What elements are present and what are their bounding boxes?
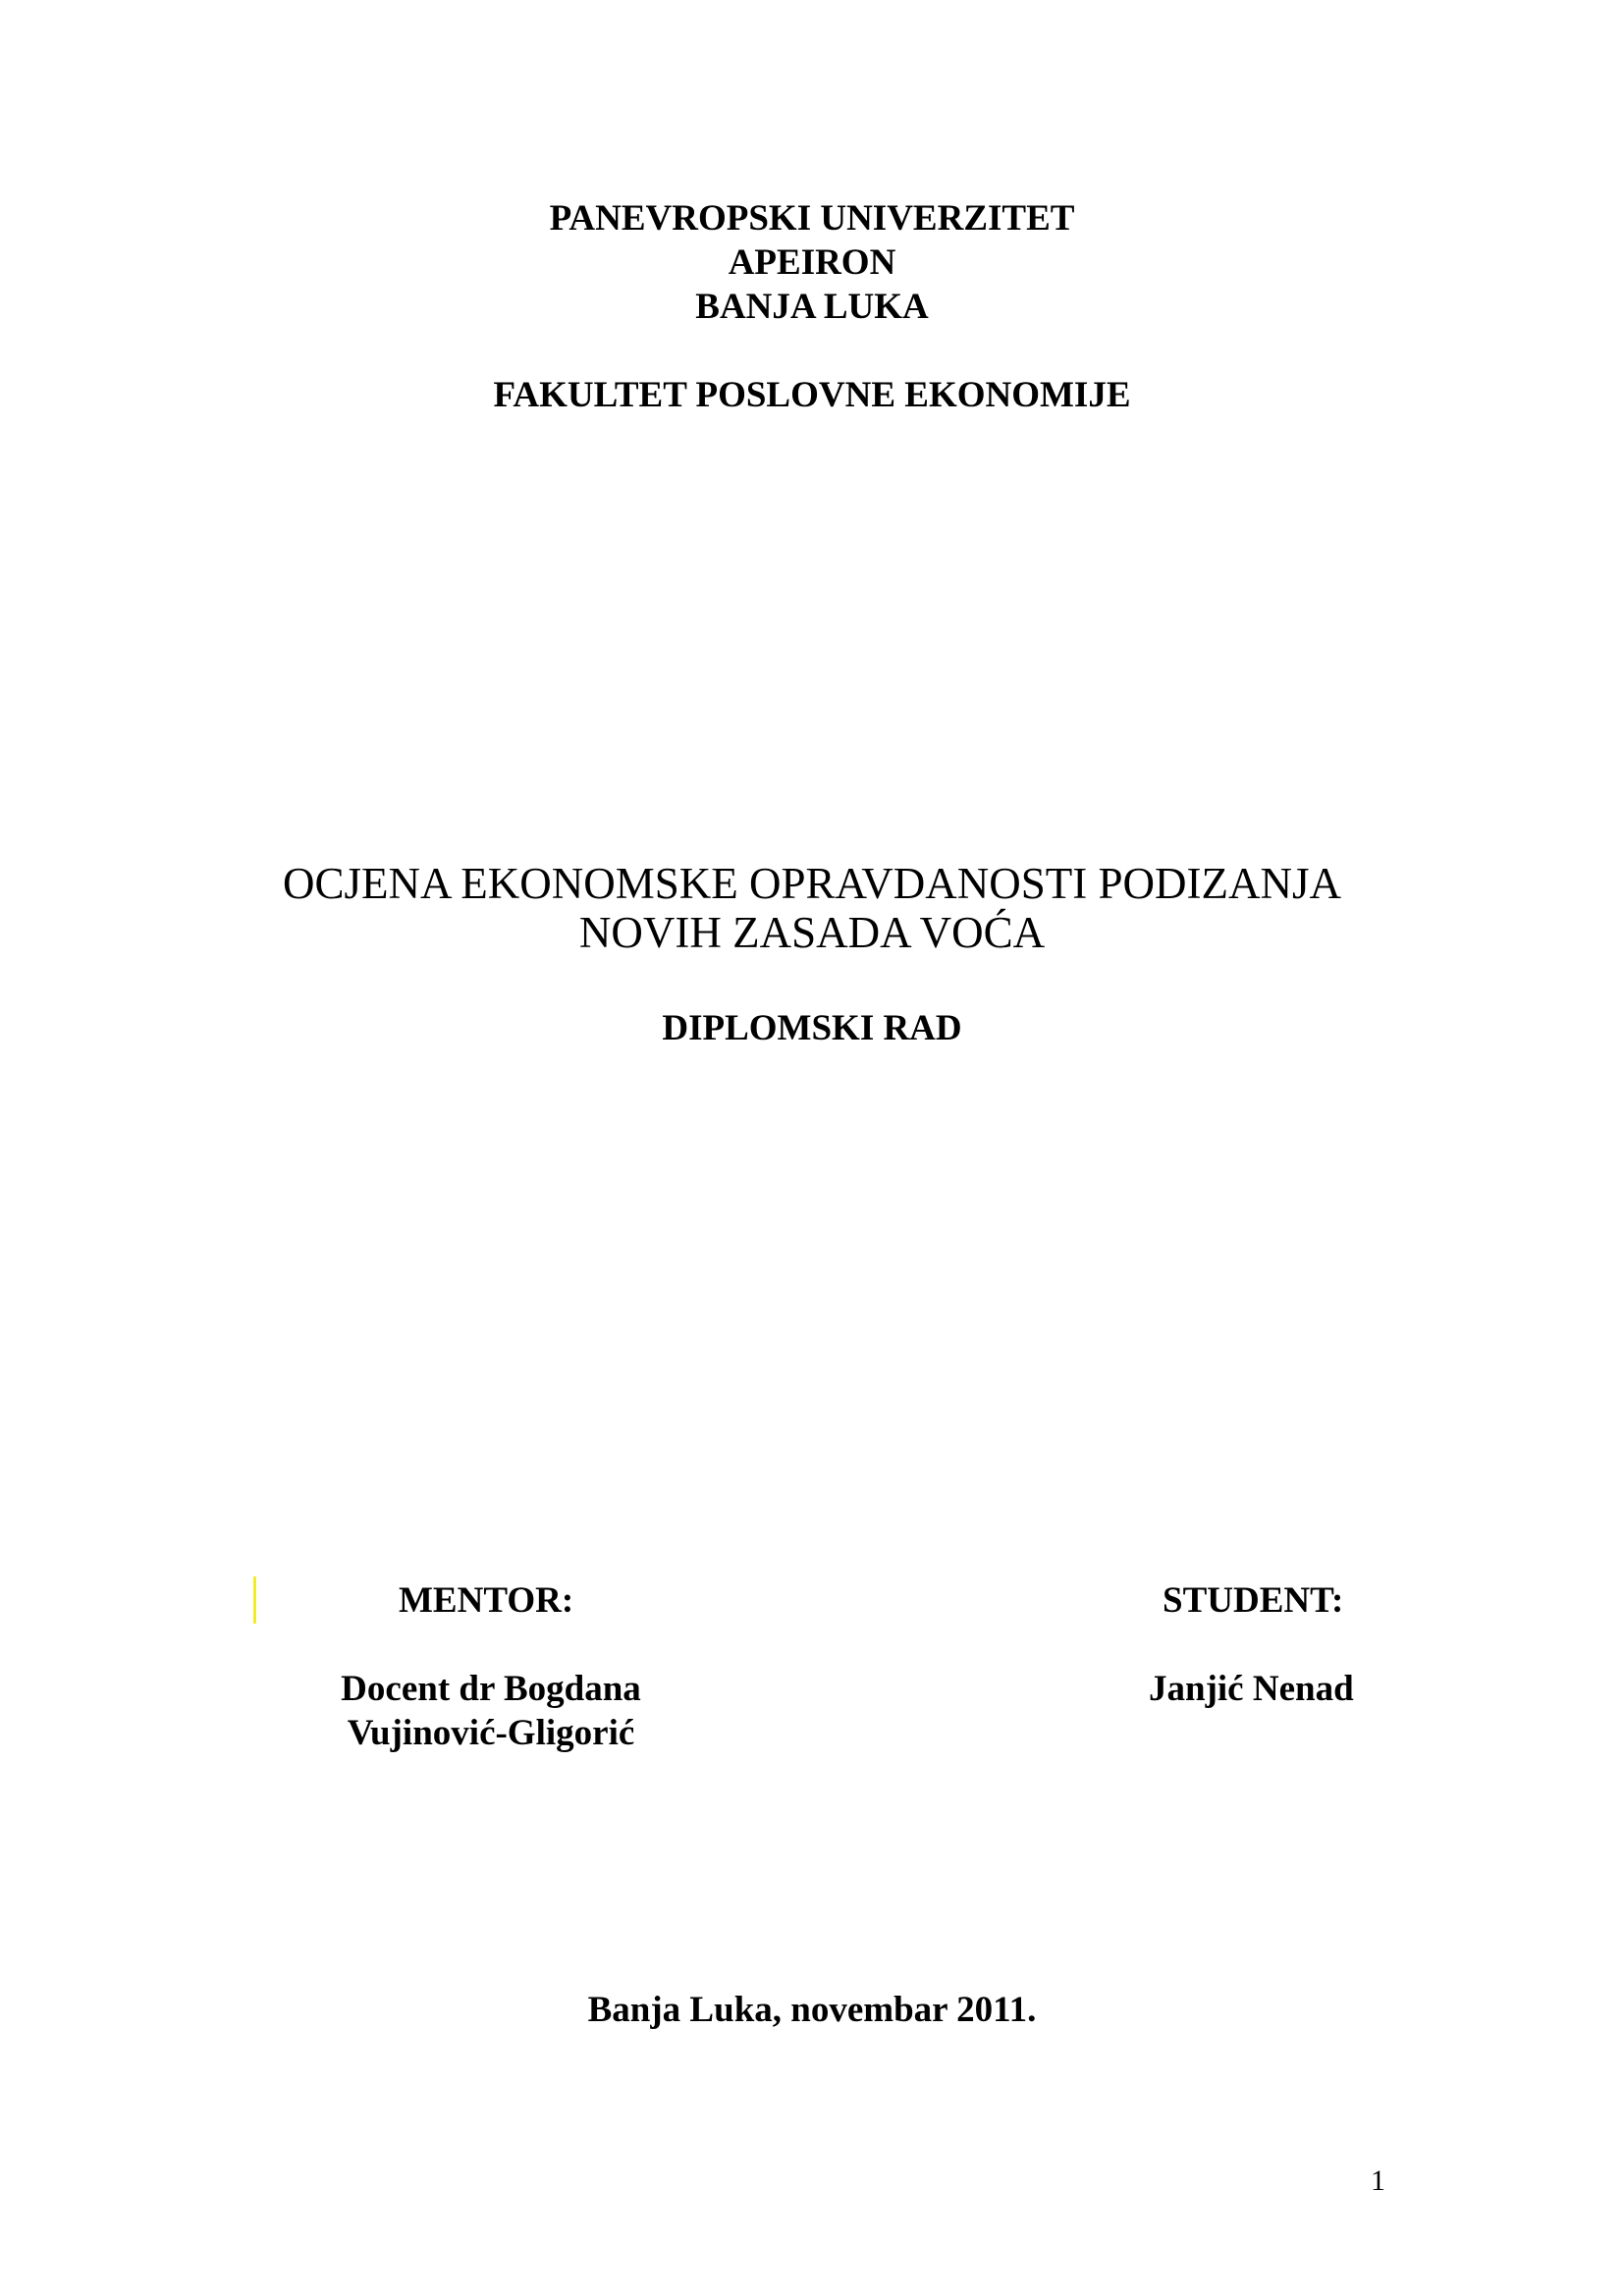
- thesis-title: [0, 859, 1624, 957]
- university-subname: APEIRON: [728, 242, 896, 283]
- page-number: 1: [1371, 2164, 1385, 2197]
- university-name: PANEVROPSKI UNIVERZITET: [549, 198, 1075, 239]
- university-header: [0, 196, 1624, 329]
- university-city: BANJA LUKA: [695, 287, 929, 327]
- place-date: Banja Luka, novembar 2011.: [587, 1990, 1037, 2030]
- margin-highlight-mark: [253, 1576, 256, 1624]
- thesis-title-line2: NOVIH ZASADA VOĆA: [578, 908, 1046, 957]
- student-label: STUDENT:: [1163, 1580, 1344, 1621]
- mentor-name-line1: Docent dr Bogdana: [341, 1669, 641, 1709]
- thesis-title-line1: OCJENA EKONOMSKE OPRAVDANOSTI PODIZANJA: [282, 859, 1341, 908]
- mentor-name-line2: Vujinović-Gligorić: [347, 1713, 635, 1753]
- thesis-type: DIPLOMSKI RAD: [662, 1008, 962, 1048]
- mentor-label: MENTOR:: [399, 1580, 574, 1621]
- student-name: Janjić Nenad: [1149, 1669, 1354, 1709]
- mentor-name: [295, 1667, 687, 1755]
- faculty-name: FAKULTET POSLOVNE EKONOMIJE: [493, 375, 1131, 415]
